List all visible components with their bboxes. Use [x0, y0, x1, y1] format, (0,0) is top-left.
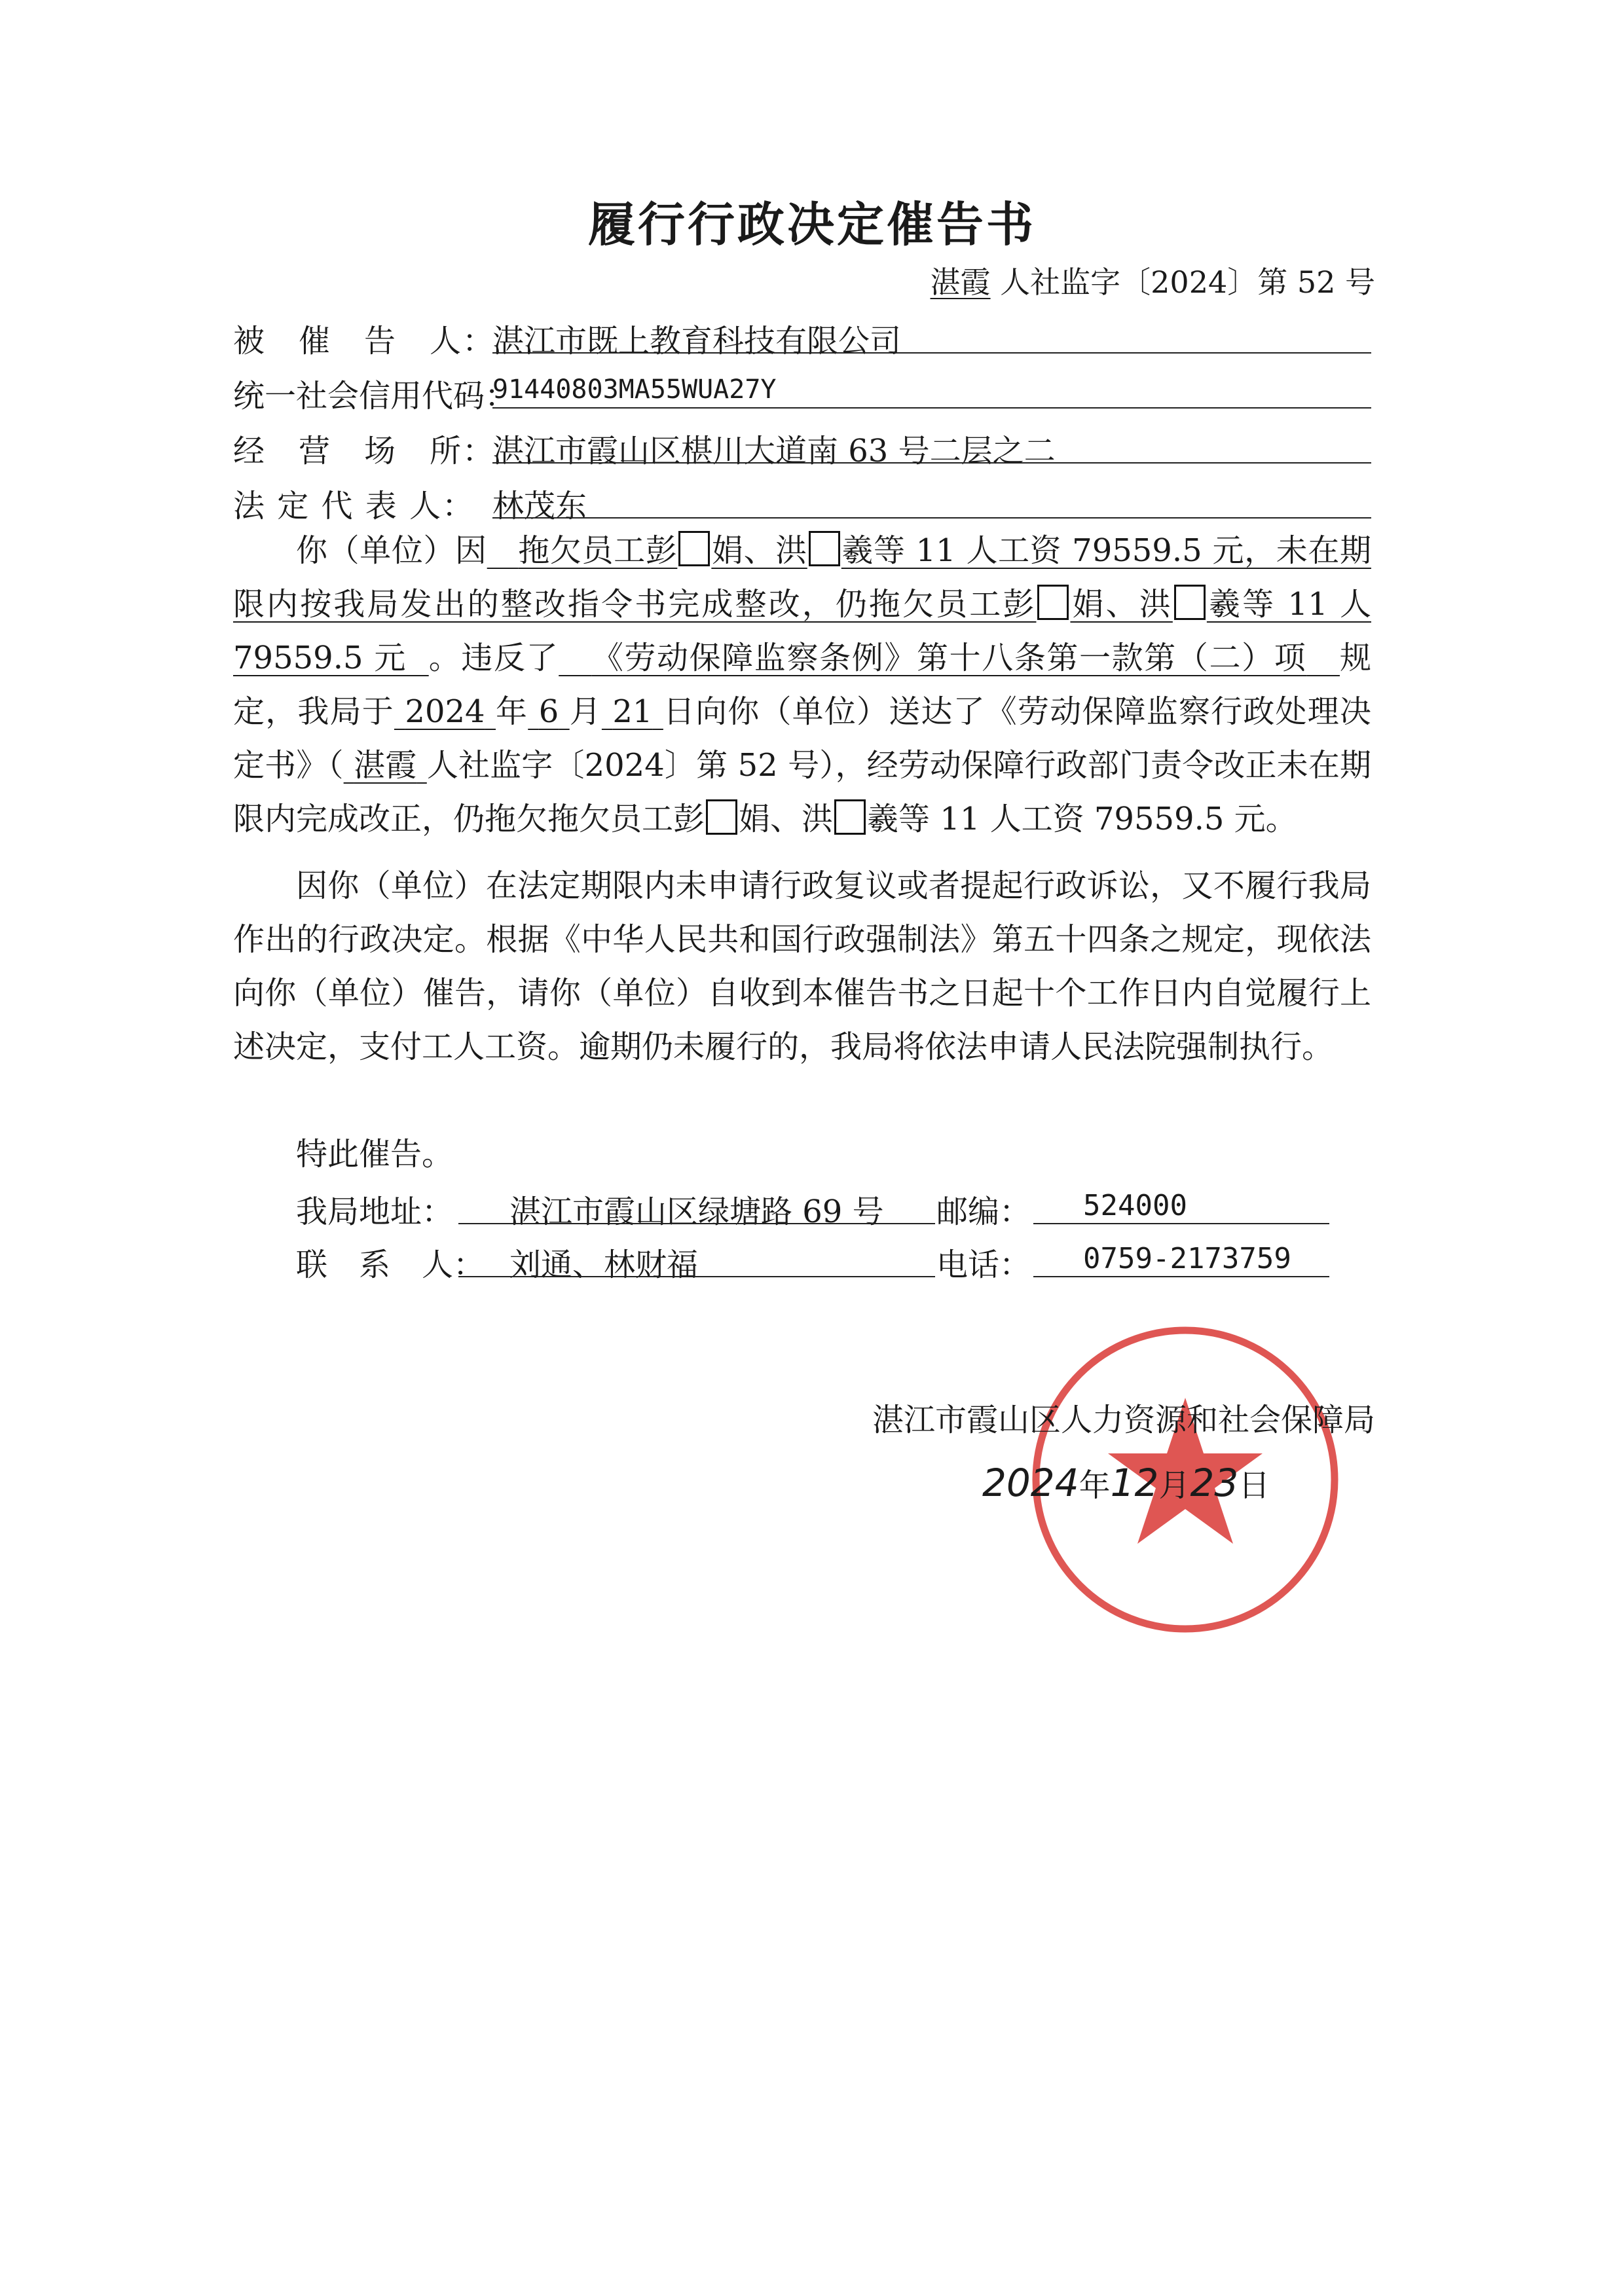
date-month: 12	[1110, 1461, 1159, 1505]
document-title: 履行行政决定催告书	[587, 196, 1036, 252]
phone-label: 电话：	[936, 1247, 1031, 1283]
date-year: 2024	[982, 1461, 1079, 1505]
delivery-day	[602, 693, 663, 730]
field-label-legal-rep: 法 定 代 表 人：	[233, 488, 475, 524]
date-year-unit: 年	[1079, 1467, 1111, 1504]
contact-person-value: 刘通、林财福	[509, 1247, 699, 1283]
para-text: 年	[496, 693, 528, 730]
field-value-credit-code: 91440803MA55WUA27Y	[492, 374, 777, 405]
date-day: 23	[1190, 1461, 1239, 1505]
para-text: 月	[569, 693, 602, 730]
postcode-value: 524000	[1083, 1189, 1187, 1222]
delivery-year	[394, 693, 496, 730]
field-value-respondent: 湛江市既上教育科技有限公司	[492, 323, 902, 359]
address-label: 我局地址：	[296, 1194, 454, 1230]
para-text: 羲等 11 人工资 79559.5 元。	[867, 801, 1297, 837]
para-text: 规定，我局于	[233, 640, 1371, 730]
phone-value: 0759-2173759	[1083, 1242, 1291, 1275]
address-value: 湛江市霞山区绿塘路 69 号	[509, 1194, 884, 1230]
issuing-authority: 湛江市霞山区人力资源和社会保障局	[872, 1402, 1375, 1438]
doc-number-region: 湛霞	[930, 264, 991, 300]
field-underline	[492, 517, 1371, 519]
postcode-underline	[1033, 1223, 1329, 1224]
reason-text: 娟、洪	[711, 532, 807, 569]
reason-text: 羲等 11 人 79559.5 元	[233, 586, 1371, 676]
reason-text: 羲等 11 人工资 79559.5 元，未在期限内按我局发出的整改指令书完成整改，仍拖欠员工彭	[233, 532, 1371, 623]
para-text: 日向你（单位）送达了《劳动保障监察行政处理决定书》（	[233, 693, 1371, 784]
law-text: 《劳动保障监察条例》第十八条第一款第（二）项	[591, 640, 1307, 676]
reason-text: 拖欠员工彭	[518, 532, 678, 569]
redacted-box	[1037, 585, 1069, 620]
date-month-unit: 月	[1158, 1467, 1190, 1504]
para-text: 娟、洪	[739, 801, 834, 837]
redacted-box	[809, 531, 840, 566]
field-value-legal-rep: 林茂东	[492, 488, 587, 524]
region-text: 湛霞	[354, 747, 417, 784]
para-text: 人社监字〔2024〕第 52 号），经劳动保障行政部门责令改正未在期限内完成改正，仍拖欠拖欠员工彭	[233, 747, 1371, 837]
para-text: 特此催告。	[296, 1136, 454, 1173]
body-paragraph-1	[233, 524, 1371, 846]
contact-person-label: 联 系 人：	[296, 1247, 485, 1283]
address-underline	[458, 1223, 935, 1224]
year-text: 2024	[405, 693, 485, 730]
body-paragraph-3	[233, 1127, 1371, 1181]
para-text: 你（单位）因	[296, 532, 487, 569]
issue-date	[982, 1460, 1270, 1505]
para-text: 因你（单位）在法定期限内未申请行政复议或者提起行政诉讼，又不履行我局作出的行政决定。根据《中华人民共和国行政强制法》第五十四条之规定，现依法向你（单位）催告，请你（单位）自收到本催告书之日起十个工作日内自觉履行上述决定，支付工人工资。逾期仍未履行的，我局将依法申请人民法院强制执行。	[233, 867, 1371, 1065]
redacted-box	[834, 799, 866, 835]
redacted-box	[1174, 585, 1206, 620]
field-label-address: 经 营 场 所：	[233, 433, 496, 469]
phone-underline	[1033, 1276, 1329, 1277]
postcode-label: 邮编：	[936, 1194, 1031, 1230]
month-text: 6	[538, 693, 559, 730]
redacted-box	[678, 531, 710, 566]
field-underline	[492, 462, 1371, 464]
field-label-credit-code: 统一社会信用代码：	[233, 378, 517, 414]
delivery-month	[528, 693, 569, 730]
date-day-unit: 日	[1238, 1467, 1270, 1504]
body-paragraph-2	[233, 859, 1371, 1074]
field-label-respondent: 被 催 告 人：	[233, 323, 496, 359]
doc-number-text: 人社监字〔2024〕第 52 号	[1000, 264, 1375, 300]
contact-person-underline	[458, 1276, 935, 1277]
field-value-address: 湛江市霞山区椹川大道南 63 号二层之二	[492, 433, 1056, 469]
field-underline	[492, 352, 1371, 354]
para-text: 。违反了	[428, 640, 559, 676]
document-number	[931, 259, 1375, 302]
field-underline	[492, 407, 1371, 409]
redacted-box	[706, 799, 737, 835]
decision-region	[344, 747, 427, 784]
day-text: 21	[612, 693, 653, 730]
violated-law	[559, 640, 1340, 676]
reason-text: 娟、洪	[1070, 586, 1173, 623]
